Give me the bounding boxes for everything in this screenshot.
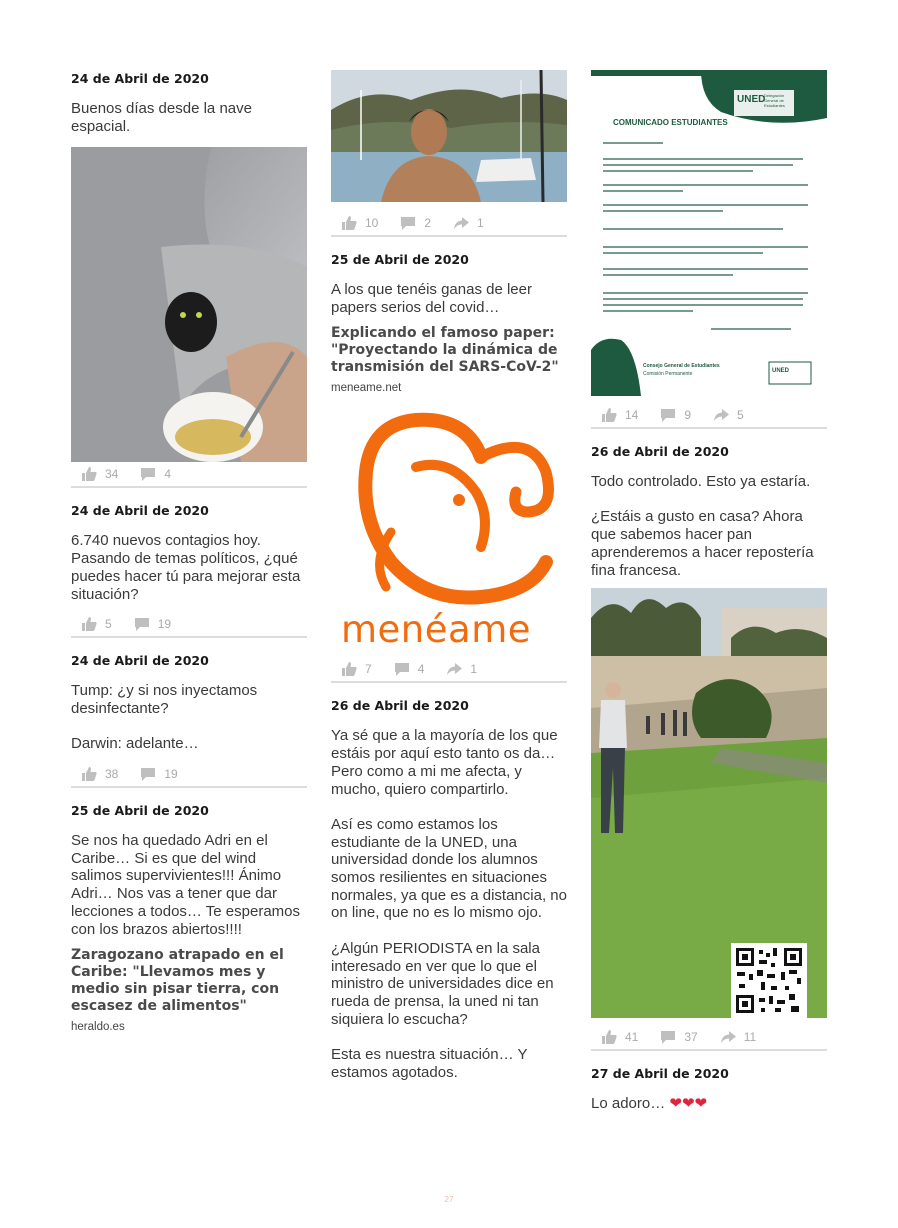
post-date: 24 de Abril de 2020 — [71, 653, 209, 669]
meneame-wordmark: menéame — [341, 608, 531, 652]
comment-count: 19 — [164, 767, 178, 782]
post-actions — [331, 657, 567, 683]
post-date: 27 de Abril de 2020 — [591, 1066, 729, 1082]
post-date: 24 de Abril de 2020 — [71, 503, 209, 519]
post — [331, 70, 567, 237]
post-date: 24 de Abril de 2020 — [71, 71, 209, 86]
comment-button[interactable] — [400, 216, 431, 230]
comment-count: 4 — [164, 467, 172, 482]
share-button[interactable] — [720, 1030, 756, 1044]
post-actions — [71, 612, 307, 638]
share-button[interactable] — [453, 216, 484, 230]
comment-count: 19 — [157, 617, 172, 632]
post-date: 26 de Abril de 2020 — [331, 698, 469, 714]
uned-footer-logo: UNED — [772, 368, 790, 374]
like-count: 5 — [105, 617, 112, 632]
post-paragraph: Ya sé que a la mayoría de los que estáis por aquí esto tanto os da… Pero como a mi me afecta, y mucho, quiero compartirlo. — [331, 727, 562, 798]
comment-button[interactable] — [660, 408, 691, 422]
column-right — [591, 70, 827, 1113]
post — [71, 802, 307, 1033]
link-domain[interactable]: heraldo.es — [71, 1021, 125, 1034]
share-arrow-icon — [446, 662, 462, 676]
comment-count: 2 — [424, 216, 432, 230]
share-count: 1 — [470, 662, 478, 677]
like-count: 14 — [625, 408, 639, 422]
comment-count: 9 — [684, 408, 692, 422]
page-number: 27 — [444, 1195, 454, 1204]
share-count: 11 — [743, 1030, 757, 1045]
comment-button[interactable] — [140, 467, 171, 481]
post-paragraph: Buenos días desde la nave espacial. — [71, 100, 257, 135]
uned-logo-text: UNED — [737, 94, 766, 105]
like-button[interactable] — [81, 767, 118, 781]
post — [331, 697, 572, 1081]
comment-icon — [660, 408, 676, 422]
comment-count: 37 — [684, 1030, 698, 1045]
like-button[interactable] — [81, 467, 118, 481]
column-middle — [331, 70, 572, 1081]
share-arrow-icon — [713, 408, 729, 422]
post-actions — [71, 762, 307, 788]
post-text — [591, 1095, 827, 1113]
comment-icon — [660, 1030, 676, 1044]
post — [591, 70, 827, 429]
share-arrow-icon — [720, 1030, 736, 1044]
share-button[interactable] — [713, 408, 744, 422]
post-text — [331, 727, 572, 1081]
thumbs-up-icon — [81, 767, 97, 781]
post-paragraph: Esta es nuestra situación… Y estamos agotados. — [331, 1046, 532, 1081]
post-text — [71, 682, 307, 753]
thumbs-up-icon — [601, 408, 617, 422]
post-actions — [591, 1025, 827, 1051]
post-actions — [591, 403, 827, 429]
post-text — [331, 281, 567, 316]
post-paragraph: Tump: ¿y si nos inyectamos desinfectante? — [71, 682, 262, 717]
like-button[interactable] — [601, 408, 638, 422]
post-text — [71, 832, 307, 938]
photo-man-boat[interactable] — [331, 70, 567, 202]
post-paragraph: 6.740 nuevos contagios hoy. Pasando de temas políticos, ¿qué puedes hacer tú para mejorar esta situación? — [71, 532, 305, 603]
post-paragraph: Lo adoro… ❤❤❤ — [591, 1095, 708, 1113]
like-button[interactable] — [341, 216, 378, 230]
share-button[interactable] — [446, 662, 477, 676]
post-paragraph: Todo controlado. Esto ya estaría. — [591, 473, 811, 490]
thumbs-up-icon — [81, 467, 97, 481]
comment-button[interactable] — [660, 1030, 697, 1044]
post-text — [71, 100, 307, 135]
post-actions — [71, 462, 307, 488]
comment-button[interactable] — [394, 662, 425, 676]
like-button[interactable] — [601, 1030, 638, 1044]
thumbs-up-icon — [81, 617, 97, 631]
post-paragraph: Darwin: adelante… — [71, 735, 199, 753]
post-paragraph: ¿Algún PERIODISTA en la sala interesado en ver que lo que el ministro de universidades dice en rueda de prensa, la uned ni tan siquiera lo escucha? — [331, 939, 558, 1028]
post-paragraph: ¿Estáis a gusto en casa? Ahora que sabemos hacer pan aprenderemos a hacer repostería fina francesa. — [591, 508, 818, 579]
link-domain[interactable]: meneame.net — [331, 382, 402, 395]
council-subtitle: Comisión Permanente — [643, 371, 693, 377]
comment-button[interactable] — [134, 617, 171, 631]
post — [71, 652, 307, 788]
like-button[interactable] — [341, 662, 372, 676]
post-text — [71, 532, 307, 603]
like-count: 38 — [105, 767, 119, 782]
meneame-logo[interactable] — [331, 412, 567, 657]
like-count: 41 — [625, 1030, 639, 1045]
thumbs-up-icon — [341, 216, 357, 230]
like-count: 10 — [365, 216, 379, 230]
like-count: 7 — [365, 662, 372, 677]
post — [71, 70, 307, 488]
post — [331, 251, 567, 683]
photo-cat-hoodie[interactable] — [71, 147, 307, 462]
post — [591, 1065, 827, 1113]
post-date: 25 de Abril de 2020 — [71, 803, 209, 819]
link-title[interactable]: Zaragozano atrapado en el Caribe: "Llevamos mes y medio sin pisar tierra, con escasez de alimentos" — [71, 947, 284, 1015]
comment-icon — [140, 467, 156, 481]
like-count: 34 — [105, 467, 119, 482]
comment-icon — [394, 662, 410, 676]
uned-unit-text: Delegación General de Estudiantes — [764, 93, 785, 108]
post-date: 26 de Abril de 2020 — [591, 444, 729, 459]
post-paragraph: A los que tenéis ganas de leer papers serios del covid… — [331, 281, 537, 316]
uned-communique-image[interactable] — [591, 70, 827, 396]
post — [71, 502, 307, 638]
communique-heading: COMUNICADO ESTUDIANTES — [613, 118, 728, 127]
link-title[interactable]: Explicando el famoso paper: "Proyectando la dinámica de transmisión del SARS-CoV-2" — [331, 325, 559, 376]
column-left — [71, 70, 307, 1033]
post-date: 25 de Abril de 2020 — [331, 252, 469, 267]
post-paragraph: Se nos ha quedado Adri en el Caribe… Si es que del wind salimos supervivientes!!! Ánimo Adri… Nos vas a tener que dar lecciones a todos… Te esperamos con los brazos abiertos!!!! — [71, 832, 305, 938]
like-button[interactable] — [81, 617, 112, 631]
comment-icon — [134, 617, 150, 631]
share-count: 1 — [477, 216, 484, 230]
post-paragraph: Así es como estamos los estudiante de la UNED, una universidad donde los alumnos somos resilientes en situaciones normales, ya que es a distancia, no on line, que no es lo mismo ojo. — [331, 815, 572, 922]
post — [591, 443, 827, 1051]
share-count: 5 — [737, 408, 744, 422]
comment-count: 4 — [417, 662, 425, 677]
thumbs-up-icon — [601, 1030, 617, 1044]
share-arrow-icon — [453, 216, 469, 230]
heart-icons: ❤❤❤ — [669, 1095, 708, 1113]
thumbs-up-icon — [341, 662, 357, 676]
comment-button[interactable] — [140, 767, 177, 781]
comment-icon — [140, 767, 156, 781]
post-text — [591, 473, 827, 579]
comment-icon — [400, 216, 416, 230]
photo-man-in-park[interactable] — [591, 588, 827, 1018]
council-name: Consejo General de Estudiantes — [643, 363, 720, 369]
post-actions — [331, 211, 567, 237]
